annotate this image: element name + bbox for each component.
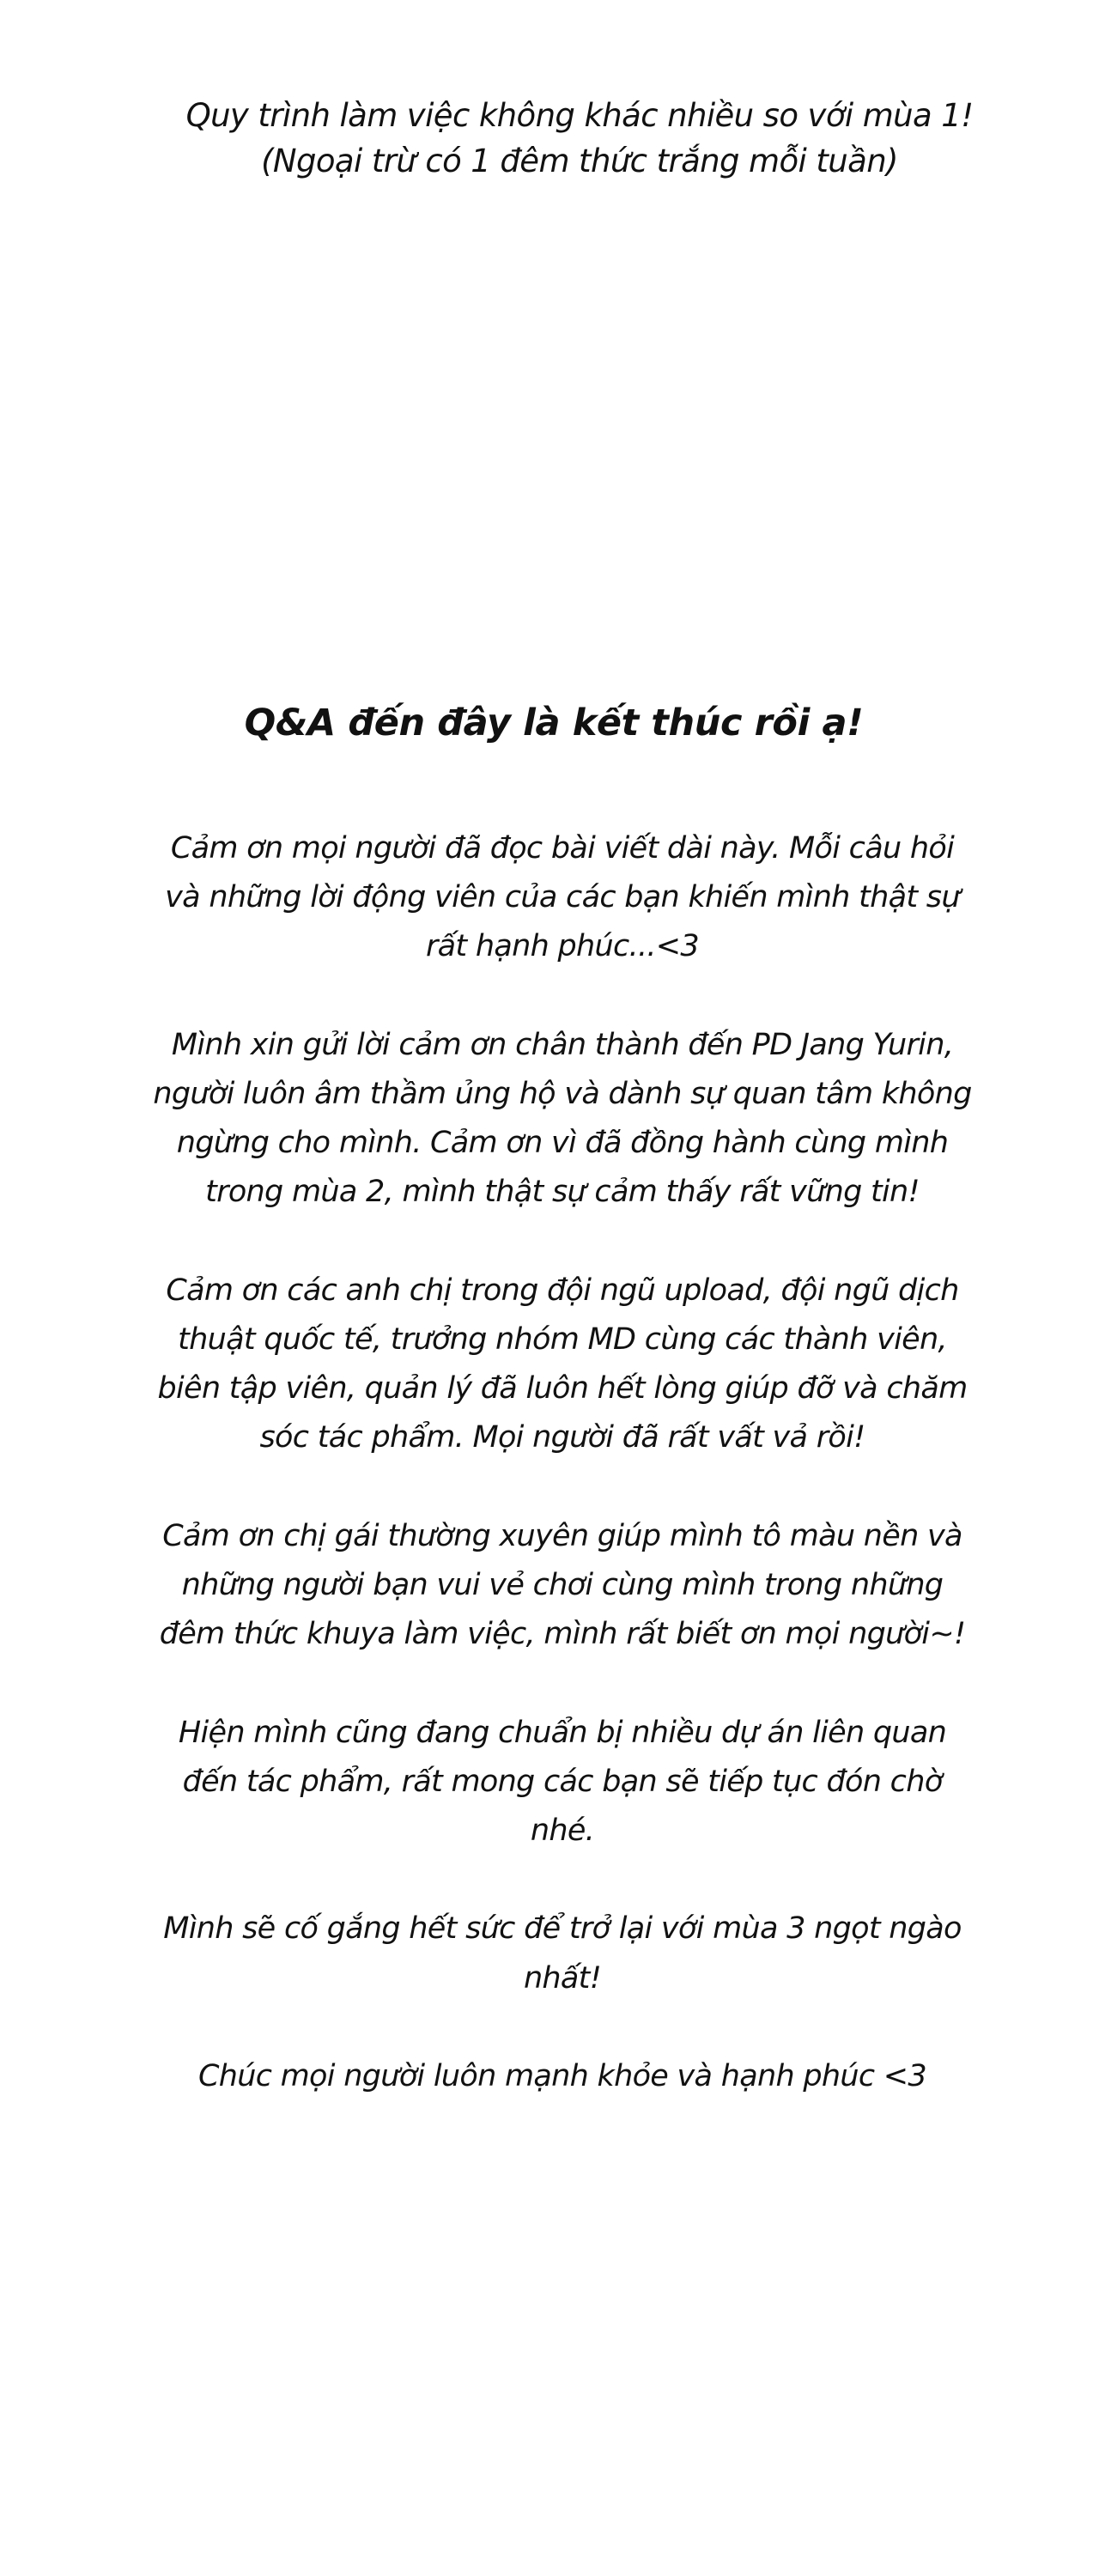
text-line: nhất!: [523, 1960, 602, 1996]
text-line: đến tác phẩm, rất mong các bạn sẽ tiếp tục đón chờ: [182, 1764, 943, 1799]
text-line: và những lời động viên của các bạn khiến mình thật sự: [165, 880, 960, 915]
text-line: ngừng cho mình. Cảm ơn vì đã đồng hành cùng mình: [176, 1126, 949, 1161]
intro-note: [129, 93, 1030, 184]
intro-line: Quy trình làm việc không khác nhiều so với mùa 1!: [185, 97, 974, 134]
text-line: Cảm ơn mọi người đã đọc bài viết dài này. Mỗi câu hỏi: [170, 831, 955, 866]
text-line: đêm thức khuya làm việc, mình rất biết ơn mọi người~!: [159, 1617, 966, 1652]
text-line: Cảm ơn chị gái thường xuyên giúp mình tô màu nền và: [162, 1518, 962, 1553]
text-line: Chúc mọi người luôn mạnh khỏe và hạnh phúc <3: [197, 2058, 926, 2093]
text-line: thuật quốc tế, trưởng nhóm MD cùng các thành viên,: [178, 1322, 947, 1357]
text-line: biên tập viên, quản lý đã luôn hết lòng giúp đỡ và chăm: [157, 1371, 968, 1406]
text-line: Mình sẽ cố gắng hết sức để trở lại với mùa 3 ngọt ngào: [163, 1911, 962, 1947]
paragraph-upcoming-projects: [120, 1709, 1005, 1856]
paragraph-thanks-pd: [120, 1021, 1005, 1218]
text-line: Mình xin gửi lời cảm ơn chân thành đến PD Jang Yurin,: [171, 1027, 954, 1062]
paragraph-thanks-readers: [120, 824, 1005, 972]
text-line: những người bạn vui vẻ chơi cùng mình trong những: [181, 1568, 944, 1602]
text-line: người luôn âm thầm ủng hộ và dành sự quan tâm không: [153, 1077, 972, 1111]
text-line: sóc tác phẩm. Mọi người đã rất vất vả rồi!: [259, 1420, 865, 1455]
paragraph-thanks-friends: [120, 1512, 1005, 1660]
text-line: Hiện mình cũng đang chuẩn bị nhiều dự án liên quan: [178, 1715, 947, 1750]
text-line: Cảm ơn các anh chị trong đội ngũ upload, đội ngũ dịch: [166, 1273, 959, 1308]
closing-message: [120, 824, 1005, 2150]
paragraph-farewell: [120, 2052, 1005, 2101]
intro-line: (Ngoại trừ có 1 đêm thức trắng mỗi tuần): [261, 143, 898, 179]
paragraph-season-3: [120, 1905, 1005, 2002]
paragraph-thanks-team: [120, 1267, 1005, 1463]
section-heading: Q&A đến đây là kết thúc rồi ạ!: [244, 702, 864, 744]
text-line: trong mùa 2, mình thật sự cảm thấy rất vững tin!: [205, 1175, 920, 1210]
text-line: nhé.: [530, 1814, 595, 1848]
text-line: rất hạnh phúc...<3: [425, 929, 699, 964]
